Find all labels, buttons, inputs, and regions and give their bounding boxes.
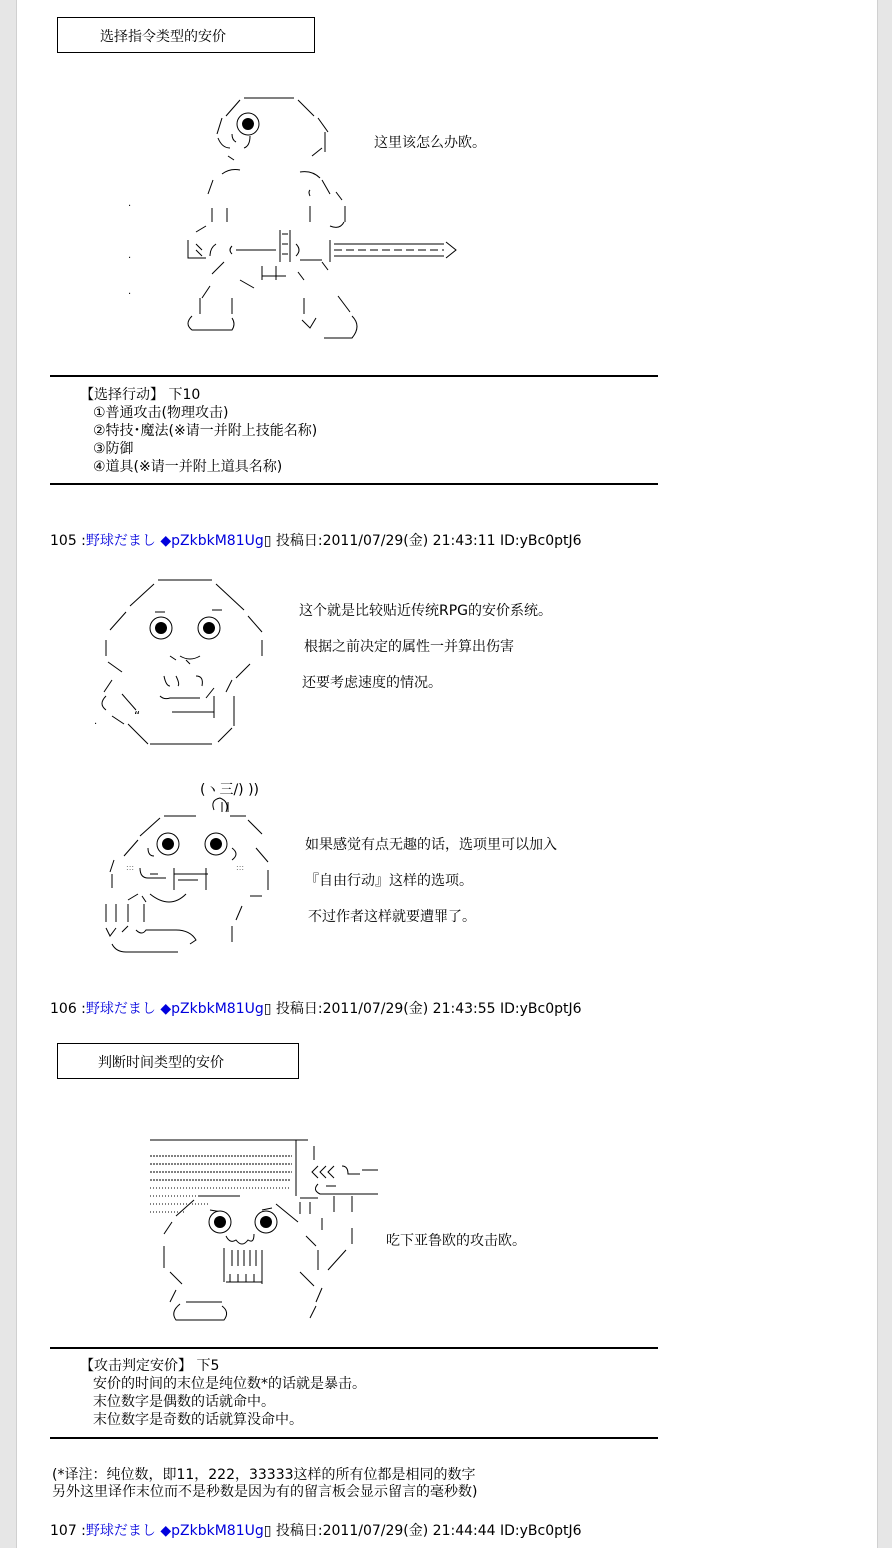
- dialog-line: 『自由行动』这样的选项。: [305, 873, 473, 889]
- dialog-line: 根据之前决定的属性一并算出伤害: [304, 639, 514, 655]
- dialog-line: 这个就是比较贴近传统RPG的安价系统。: [299, 603, 553, 619]
- post-date: 投稿日:2011/07/29(金) 21:43:55 ID:yBc0ptJ6: [275, 1001, 582, 1017]
- post-number: 105: [50, 533, 77, 549]
- translator-note: 另外这里译作末位而不是秒数是因为有的留言板会显示留言的毫秒数): [52, 1484, 478, 1500]
- post-date: 投稿日:2011/07/29(金) 21:44:44 ID:yBc0ptJ6: [275, 1523, 582, 1539]
- post-date: 投稿日:2011/07/29(金) 21:43:11 ID:yBc0ptJ6: [275, 533, 582, 549]
- dialog-line: 如果感觉有点无趣的话，选项里可以加入: [305, 837, 557, 853]
- ascii-art-caption: (ヽ三/) )): [200, 782, 260, 798]
- post-header: 105 :野球だまし ◆pZkbkM81Ug▯ 投稿日:2011/07/29(金) 21:43:11 ID:yBc0ptJ6: [50, 533, 582, 549]
- post-header: 107 :野球だまし ◆pZkbkM81Ug▯ 投稿日:2011/07/29(金) 21:44:44 ID:yBc0ptJ6: [50, 1523, 582, 1539]
- menu-item: ①普通攻击(物理攻击): [93, 405, 229, 421]
- post-header: 106 :野球だまし ◆pZkbkM81Ug▯ 投稿日:2011/07/29(金) 21:43:55 ID:yBc0ptJ6: [50, 1001, 582, 1017]
- svg-text:.: .: [128, 250, 132, 261]
- svg-text:.: .: [128, 198, 132, 209]
- svg-text::::: :::: [236, 863, 245, 872]
- dialog-line: 这里该怎么办欧。: [374, 135, 486, 151]
- menu-title: 【攻击判定安价】 下5: [80, 1358, 220, 1374]
- menu-item: 安价的时间的末位是纯位数*的话就是暴击。: [93, 1376, 366, 1392]
- dialog-line: 还要考虑速度的情况。: [302, 675, 442, 691]
- post-number: 107: [50, 1523, 77, 1539]
- dialog-line: 吃下亚鲁欧的攻击欧。: [386, 1233, 526, 1249]
- divider: [50, 1437, 658, 1439]
- svg-text::::: :::: [126, 863, 135, 872]
- menu-item: ④道具(※请一并附上道具名称): [93, 459, 283, 475]
- poster-trip: ◆pZkbkM81Ug: [160, 1001, 264, 1017]
- menu-item: ③防御: [93, 441, 134, 457]
- translator-note: (*译注：纯位数，即11，222，33333这样的所有位都是相同的数字: [52, 1467, 476, 1483]
- poster-name[interactable]: 野球だまし: [85, 1523, 156, 1539]
- poster-name[interactable]: 野球だまし: [85, 533, 156, 549]
- menu-item: 末位数字是奇数的话就算没命中。: [93, 1412, 303, 1428]
- poster-trip: ◆pZkbkM81Ug: [160, 1523, 264, 1539]
- poster-trip: ◆pZkbkM81Ug: [160, 533, 264, 549]
- divider: [50, 1347, 658, 1349]
- post-number: 106: [50, 1001, 77, 1017]
- label-box-text: 判断时间类型的安价: [98, 1055, 224, 1071]
- menu-title: 【选择行动】 下10: [80, 387, 201, 403]
- label-box-text: 选择指令类型的安价: [100, 29, 226, 45]
- svg-text:“: “: [134, 709, 141, 723]
- svg-text:.: .: [94, 716, 98, 727]
- svg-text:.: .: [128, 286, 132, 297]
- menu-item: ②特技･魔法(※请一并附上技能名称): [93, 423, 318, 439]
- dialog-line: 不过作者这样就要遭罪了。: [308, 909, 476, 925]
- menu-item: 末位数字是偶数的话就命中。: [93, 1394, 275, 1410]
- poster-name[interactable]: 野球だまし: [85, 1001, 156, 1017]
